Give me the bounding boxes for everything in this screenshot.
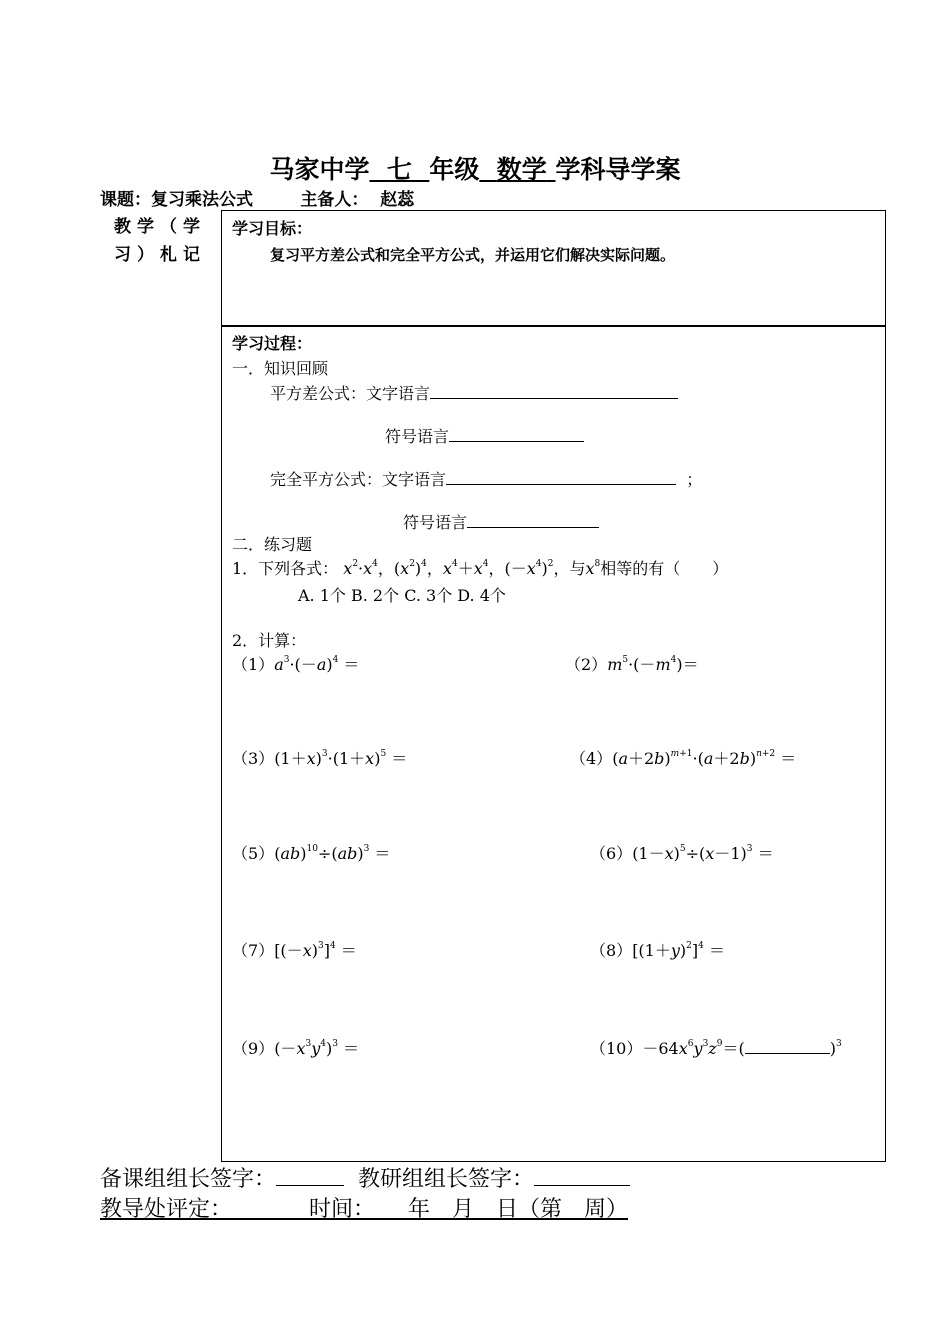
q1-options: A. 1个 B. 2个 C. 3个 D. 4个 (298, 586, 506, 605)
problem-num: （3） (232, 749, 275, 768)
perfect-square-blank[interactable] (446, 484, 676, 485)
q1-target: $x^8$ (585, 559, 601, 578)
problem-num: （7） (232, 941, 275, 960)
group-leader-label: 备课组组长签字： (100, 1167, 277, 1192)
semicolon: ； (686, 470, 703, 489)
diff-squares-symbol-row (385, 424, 584, 447)
problem-num: （10） (590, 1039, 643, 1058)
footer-evaluation: 教导处评定： 时间： 年 月 日（第 周） (100, 1197, 629, 1222)
section-exercises: 二．练习题 (232, 535, 313, 554)
q1-tail: ，与 (553, 559, 586, 578)
problem-num: （8） (590, 941, 633, 960)
footer-signatures (100, 1162, 630, 1193)
diff-squares-symbol-blank[interactable] (449, 441, 584, 442)
symbol-label-2: 符号语言 (403, 513, 468, 532)
diff-squares-label: 平方差公式：文字语言 (270, 384, 431, 403)
problem-5: （5）(ab)$^{10}$÷(ab)$^3$ ＝ (232, 844, 391, 863)
diff-squares-row (270, 381, 678, 404)
problem-7: $(7)[(-x)^3]^4$ ＝ (232, 941, 357, 960)
grade-suffix: 年级 (429, 155, 480, 184)
process-heading: 学习过程： (232, 334, 313, 353)
problem-4: $(4)(a+2b)^{m+1}\cdot(a+2b)^{n+2}$ ＝ (570, 749, 797, 768)
school-name: 马家中学 (269, 155, 370, 184)
problem-10-blank[interactable] (745, 1053, 830, 1054)
topic-line (100, 185, 414, 210)
author-name: 赵蕊 (380, 190, 415, 210)
question-2: 2．计算： (232, 631, 307, 650)
research-leader-label: 教研组组长签字： (358, 1167, 535, 1192)
problem-num: （1） (232, 655, 275, 674)
problem-num: （5） (232, 844, 275, 863)
problem-1: $(1)a^3\cdot(-a)^4$ ＝ (232, 655, 360, 674)
box-divider (221, 325, 885, 326)
question-1 (232, 556, 728, 579)
group-leader-blank[interactable] (276, 1185, 344, 1186)
problem-num: （2） (565, 655, 608, 674)
symbol-label: 符号语言 (385, 427, 450, 446)
problem-3: $(3)(1+x)^3\cdot(1+x)^5$ ＝ (232, 749, 408, 768)
goals-text: 复习平方差公式和完全平方公式，并运用它们解决实际问题。 (270, 246, 676, 264)
perfect-square-label: 完全平方公式：文字语言 (270, 470, 447, 489)
q1-end: 相等的有（ ） (600, 559, 729, 578)
perfect-square-symbol-row (403, 510, 599, 533)
problem-8: $(8)[(1+y)^2]^4$ ＝ (590, 941, 725, 960)
subject-field: 数学 (496, 155, 547, 184)
q1-lead: 1．下列各式： (232, 559, 339, 578)
diff-squares-blank[interactable] (430, 398, 678, 399)
problem-num: （9） (232, 1039, 275, 1058)
author-label: 主备人： (300, 190, 369, 210)
q1-expressions: $x^2\cdot x^4$，$(x^2)^4$，$x^4+x^4$，$(-x^4)^2$ (343, 559, 554, 578)
page-title (0, 150, 950, 186)
doc-type: 学科导学案 (555, 155, 681, 184)
grade-field: 七 (386, 155, 412, 184)
problem-10: $(10)-64x^6y^3z^9=$( )$^3$ (590, 1039, 842, 1058)
notes-sidebar-label: 教学（学习）札记 (114, 217, 206, 265)
problem-2: $(2)m^5\cdot(-m^4)=$ (565, 655, 699, 674)
topic-label: 课题：复习乘法公式 (100, 190, 253, 210)
problem-9: $(9)(-x^3y^4)^3$ ＝ (232, 1039, 360, 1058)
research-leader-blank[interactable] (534, 1185, 630, 1186)
section-review: 一．知识回顾 (232, 359, 329, 378)
perfect-square-row (270, 467, 702, 490)
perfect-square-symbol-blank[interactable] (467, 527, 599, 528)
goals-box (221, 210, 886, 327)
problem-num: （4） (570, 749, 613, 768)
problem-6: $(6)(1-x)^5\div(x-1)^3$ ＝ (590, 844, 774, 863)
problem-num: （6） (590, 844, 633, 863)
goals-heading: 学习目标： (232, 219, 313, 238)
